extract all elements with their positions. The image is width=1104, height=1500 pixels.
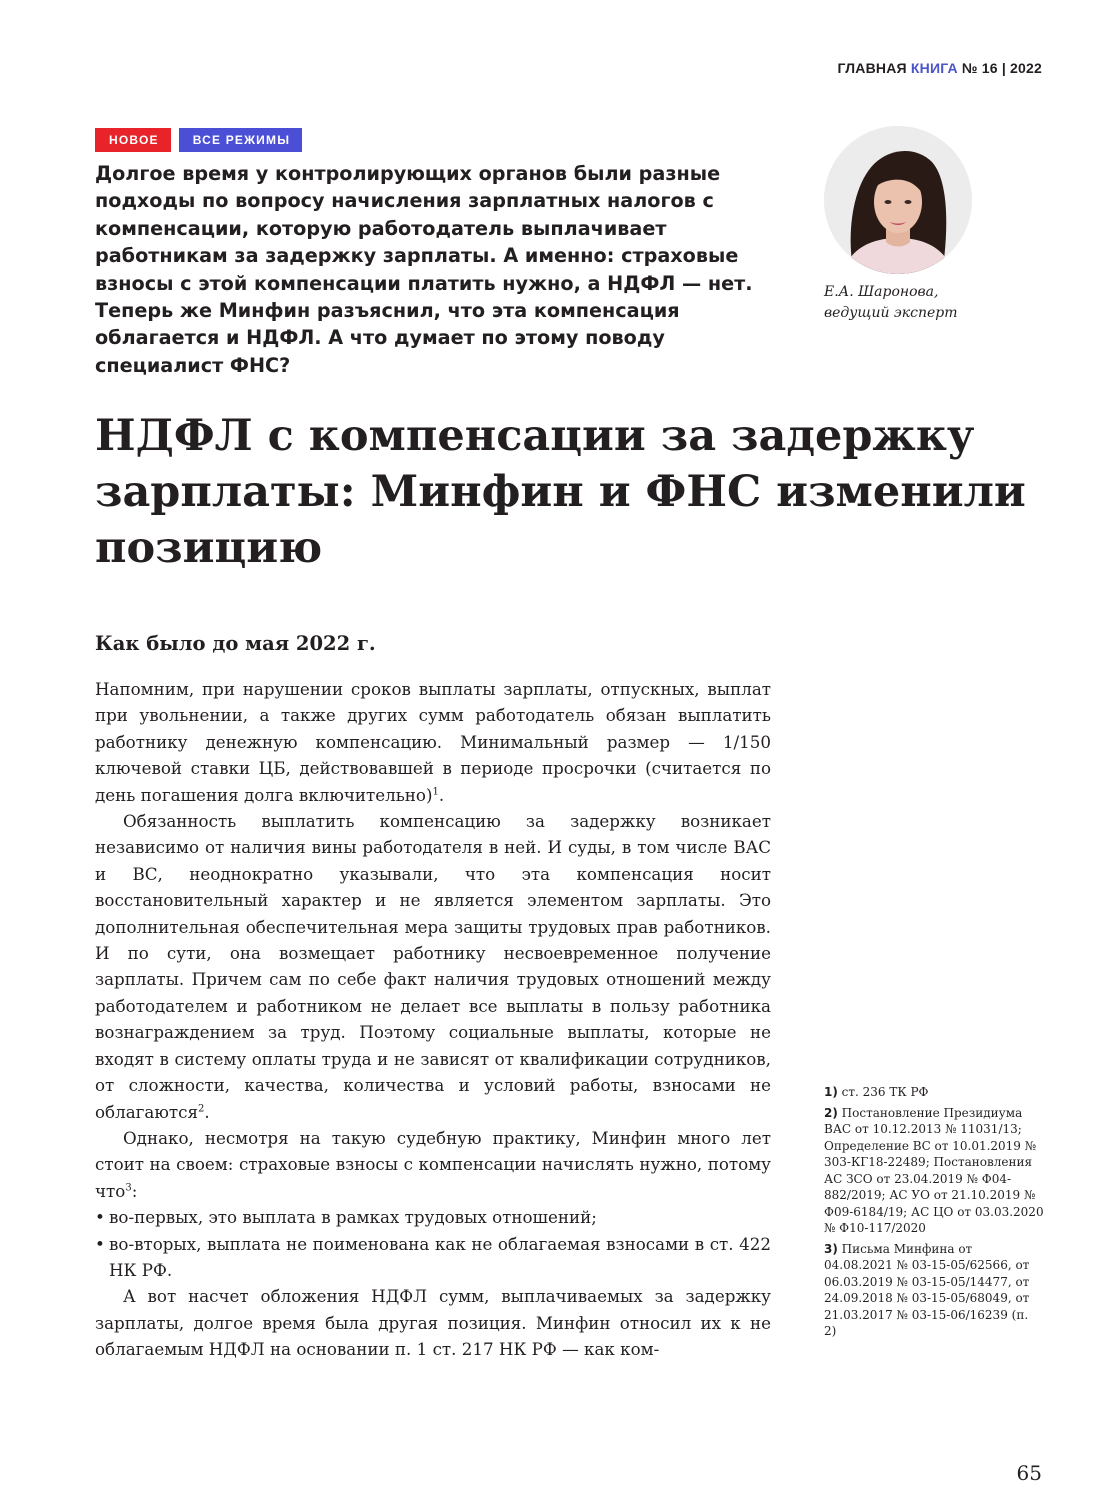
footnote-1: 1) ст. 236 ТК РФ — [824, 1085, 929, 1099]
brand-name: ГЛАВНАЯ — [837, 60, 907, 76]
paragraph-3: Однако, несмотря на такую судебную практику, Минфин много лет стоит на своем: страховые взносы с компенсации начислять нужно, потому что$^3$: — [95, 1127, 771, 1201]
bullet-list — [95, 1204, 771, 1283]
article-body — [95, 676, 771, 1363]
tag-all-regimes: ВСЕ РЕЖИМЫ — [179, 128, 302, 152]
footnote-ref-2: 2 — [197, 1102, 205, 1114]
author-portrait-icon — [824, 126, 972, 274]
bullet-icon: • — [95, 1233, 105, 1254]
brand-accent: КНИГА — [910, 60, 958, 76]
paragraph-4: А вот насчет обложения НДФЛ сумм, выплачиваемых за задержку зарплаты, долгое время была другая позиция. Минфин относил их к не облагаемым НДФЛ на основании п. 1 ст. 217 НК РФ — как ком- — [95, 1286, 771, 1360]
author-name: Е.А. Шаронова, — [824, 284, 939, 300]
footnotes — [824, 1084, 1044, 1344]
section-heading: Как было до мая 2022 г. — [95, 632, 376, 655]
author-caption — [824, 282, 1064, 324]
magazine-header — [837, 60, 1042, 76]
author-photo — [824, 126, 972, 274]
issue-number: № 16 | 2022 — [961, 60, 1042, 76]
list-item: • во-вторых, выплата не поименована как не облагаемая взносами в ст. 422 НК РФ. — [95, 1231, 771, 1284]
list-item: • во-первых, это выплата в рамках трудовых отношений; — [95, 1204, 771, 1230]
author-role: ведущий эксперт — [824, 305, 958, 321]
footnote-2: 2) Постановление Президиума ВАС от 10.12.2013 № 11031/13; Определение ВС от 10.01.2019 № 303-КГ18-22489; Постановления АС ЗСО от 23.04.2019 № Ф04-882/2019; АС УО от 21.10.2019 № Ф09-6184/19; АС ЦО от 03.03.2020 № Ф10-117/2020 — [824, 1105, 1044, 1235]
footnote-ref-1: 1 — [432, 786, 439, 798]
bullet-icon: • — [95, 1207, 105, 1228]
footnote-ref-3: 3 — [125, 1182, 132, 1194]
tag-new: НОВОЕ — [95, 128, 171, 152]
rubric-tags — [95, 128, 302, 152]
paragraph-2: Обязанность выплатить компенсацию за задержку возникает независимо от наличия вины работодателя в ней. И суды, в том числе ВАС и ВС, неоднократно указывали, что эта компенсация носит восстановительный характер и не является элементом зарплаты. Это дополнительная обеспечительная мера защиты трудовых прав работников. И по сути, она возмещает работнику несвоевременное получение зарплаты. Причем сам по себе факт наличия трудовых отношений между работодателем и работником не делает все выплаты в пользу работника вознаграждением за труд. Поэтому социальные выплаты, которые не входят в систему оплаты труда и не зависят от квалификации сотрудников, от сложности, качества, количества и условий работы, взносами не облагаются$^2$. — [95, 811, 771, 1122]
footnote-3: 3) Письма Минфина от 04.08.2021 № 03-15-05/62566, от 06.03.2019 № 03-15-05/14477, от 24.09.2018 № 03-15-05/68049, от 21.03.2017 № 03-15-06/16239 (п. 2) — [824, 1241, 1030, 1338]
article-title: НДФЛ с компенсации за задержку зарплаты: Минфин и ФНС изменили позицию — [95, 411, 1026, 573]
paragraph-1: Напомним, при нарушении сроков выплаты зарплаты, отпускных, выплат при увольнении, а также других сумм работодатель обязан выплатить работнику денежную компенсацию. Минимальный размер — 1/150 ключевой ставки ЦБ, действовавшей в периоде просрочки (считается по день погашения долга включительно)$^1$. — [95, 679, 771, 805]
page-number: 65 — [1016, 1461, 1042, 1485]
article-lead: Долгое время у контролирующих органов были разные подходы по вопросу начисления зарплатных налогов с компенсации, которую работодатель выплачивает работникам за задержку зарплаты. А именно: страховые взносы с этой компенсации платить нужно, а НДФЛ — нет. Теперь же Минфин разъяснил, что эта компенсация облагается и НДФЛ. А что думает по этому поводу специалист ФНС? — [95, 162, 753, 377]
